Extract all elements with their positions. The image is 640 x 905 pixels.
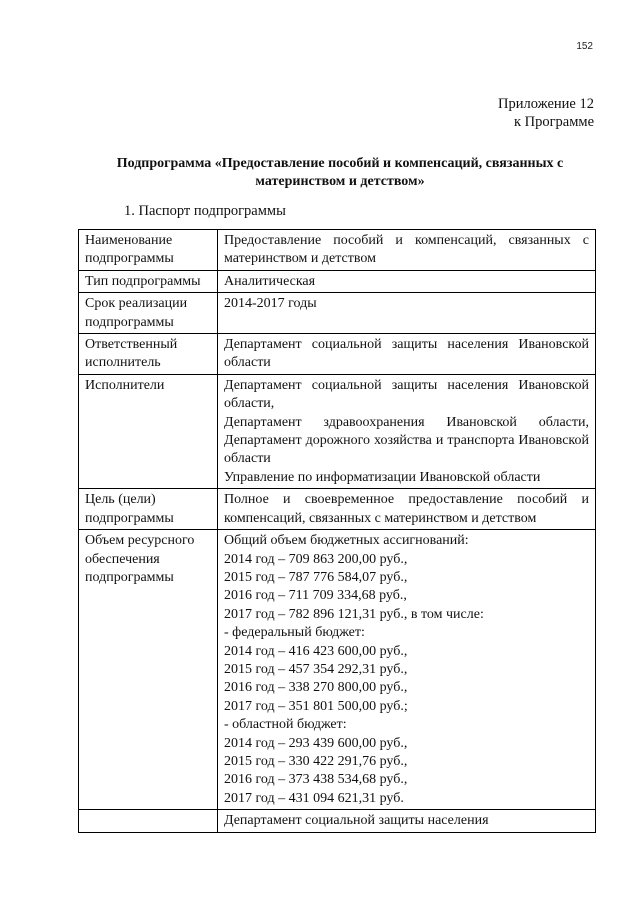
label-line: Тип подпрограммы (85, 273, 201, 289)
row-label-executors (79, 374, 218, 488)
label-line: подпрограммы (85, 510, 174, 526)
value-paragraph: Департамент здравоохранения Ивановской области, Департамент дорожного хозяйства и транспорта Ивановской области (224, 414, 589, 467)
value-text: 2014-2017 годы (224, 296, 317, 312)
appendix-line-1: Приложение 12 (498, 96, 594, 112)
table-row (79, 270, 596, 292)
value-paragraph: Департамент социальной защиты населения Ивановской области, (224, 377, 589, 412)
funding-line: 2014 год – 293 439 600,00 руб., (224, 735, 408, 751)
row-value-responsible (218, 334, 596, 375)
table-row (79, 374, 596, 488)
row-value-type (218, 270, 596, 292)
label-line: Срок реализации (85, 296, 188, 312)
label-line: Цель (цели) (85, 492, 156, 508)
subprogram-heading (80, 155, 600, 191)
funding-line: 2016 год – 373 438 534,68 руб., (224, 772, 408, 788)
value-paragraph: Управление по информатизации Ивановской области (224, 469, 541, 485)
value-text: Предоставление пособий и компенсаций, связанных с материнством и детством (224, 233, 589, 267)
funding-line: 2017 год – 782 896 121,31 руб., в том числе: (224, 606, 484, 622)
funding-line: - федеральный бюджет: (224, 625, 365, 641)
section-title: 1. Паспорт подпрограммы (124, 203, 286, 219)
row-label-term (79, 293, 218, 334)
continuation-text: Департамент социальной защиты населения (224, 813, 489, 829)
funding-line: 2017 год – 351 801 500,00 руб.; (224, 698, 408, 714)
heading-line-1: Подпрограмма «Предоставление пособий и компенсаций, связанных с (116, 156, 564, 171)
row-label-name (79, 230, 218, 271)
table-row (79, 230, 596, 271)
value-text: Полное и своевременное предоставление пособий и компенсаций, связанных с материнством и детством (224, 492, 589, 526)
funding-line: 2014 год – 709 863 200,00 руб., (224, 551, 408, 567)
table-row (79, 334, 596, 375)
label-line: подпрограммы (85, 251, 174, 267)
value-text: Департамент социальной защиты населения Ивановской области (224, 337, 589, 371)
appendix-caption (498, 95, 594, 131)
label-line: Наименование (85, 233, 173, 248)
appendix-line-2: к Программе (513, 114, 594, 130)
row-value-name (218, 230, 596, 271)
row-label-responsible (79, 334, 218, 375)
funding-line: Общий объем бюджетных ассигнований: (224, 533, 469, 549)
continuation-value-cell (218, 810, 596, 832)
table-row (79, 530, 596, 810)
table-row-continuation (79, 810, 596, 832)
page-number: 152 (576, 41, 593, 52)
funding-line: 2015 год – 787 776 584,07 руб., (224, 569, 408, 585)
label-line: Объем ресурсного (85, 533, 195, 549)
funding-line: 2015 год – 457 354 292,31 руб., (224, 661, 408, 677)
funding-line: 2016 год – 711 709 334,68 руб., (224, 588, 407, 604)
table-row (79, 489, 596, 530)
row-value-term (218, 293, 596, 334)
label-line: исполнитель (85, 355, 161, 371)
passport-table (78, 229, 596, 833)
continuation-label-cell (79, 810, 218, 832)
row-label-goal (79, 489, 218, 530)
label-line: подпрограммы (85, 569, 174, 585)
funding-line: - областной бюджет: (224, 717, 347, 733)
funding-line: 2016 год – 338 270 800,00 руб., (224, 680, 408, 696)
label-line: Ответственный (85, 337, 178, 353)
row-label-type (79, 270, 218, 292)
value-text: Аналитическая (224, 273, 316, 289)
row-value-goal (218, 489, 596, 530)
funding-line: 2014 год – 416 423 600,00 руб., (224, 643, 408, 659)
funding-line: 2017 год – 431 094 621,31 руб. (224, 790, 404, 806)
row-value-funding (218, 530, 596, 810)
table-row (79, 293, 596, 334)
row-value-executors (218, 374, 596, 488)
heading-line-2: материнством и детством» (255, 174, 425, 189)
label-line: подпрограммы (85, 314, 174, 330)
label-line: Исполнители (85, 377, 165, 393)
funding-line: 2015 год – 330 422 291,76 руб., (224, 753, 408, 769)
row-label-funding (79, 530, 218, 810)
label-line: обеспечения (85, 551, 160, 567)
